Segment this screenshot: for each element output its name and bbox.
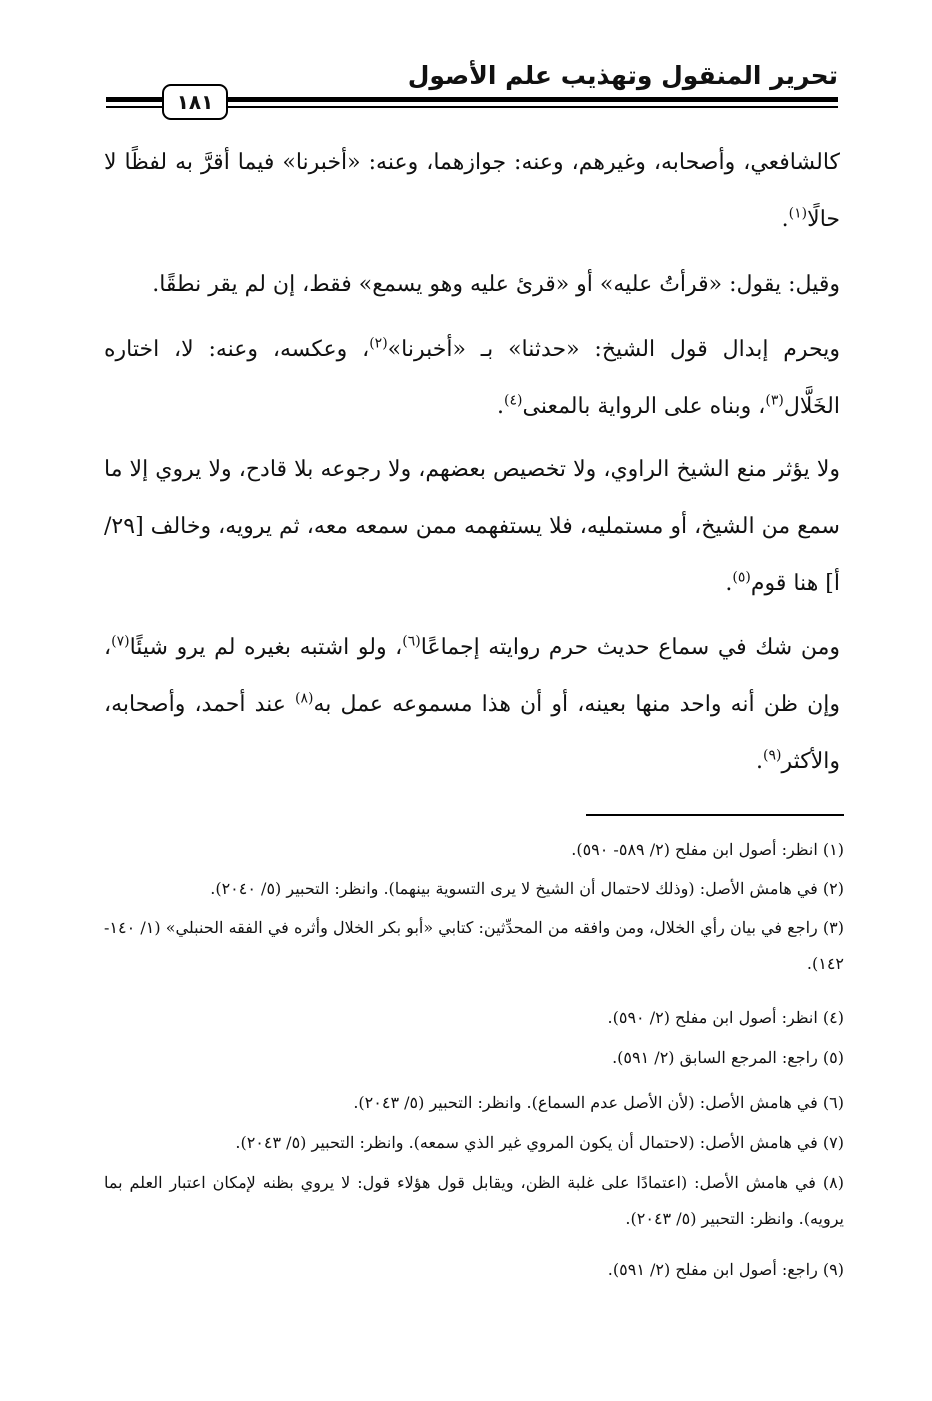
running-header-title: تحرير المنقول وتهذيب علم الأصول [407,61,838,90]
paragraph-text: ، وإن ظن أنه واحد منها بعينه، أو أن هذا مسموعه عمل به [104,635,840,717]
paragraph-1 [104,134,840,248]
page-number: ١٨١ [162,84,228,120]
paragraph-text: عند أحمد، وأصحابه، والأكثر [104,692,840,774]
footnote-5: (٥) راجع: المرجع السابق (٢/ ٥٩١). [612,1048,844,1067]
paragraph-tail: . [725,571,733,596]
paragraph-2 [104,256,840,313]
paragraph-text: ومن شك في سماع حديث حرم روايته إجماعًا [420,635,840,660]
footnote-4: (٤) انظر: أصول ابن مفلح (٢/ ٥٩٠). [607,1008,844,1027]
footnote-3: (٣) راجع في بيان رأي الخلال، ومن وافقه من المحدِّثين: كتابي «أبو بكر الخلال وأثره في الفقه الحنبلي» (١/ ١٤٠- ١٤٢). [104,918,844,973]
paragraph-text: وقيل: يقول: «قرأتُ عليه» أو «قرئ عليه وهو يسمع» فقط، إن لم يقر نطقًا. [152,272,840,297]
paragraph-3 [104,321,840,435]
footnote-8: (٨) في هامش الأصل: (اعتمادًا على غلبة الظن، ويقابل قول هؤلاء قول: لا يروي بظنه لإمكان اعتبار العلم بما يرويه). وانظر: التحبير (٥/ ٢٠٤٣). [104,1173,844,1228]
footnote-ref: (٨) [295,690,314,707]
paragraph-tail: . [497,394,505,419]
footnote-9: (٩) راجع: أصول ابن مفلح (٢/ ٥٩١). [607,1260,844,1279]
paragraph-tail: . [781,207,789,232]
footnote-ref: (٩) [762,747,782,764]
paragraph-text: ، وبناه على الرواية بالمعنى [522,394,766,419]
footnote-ref: (٥) [732,569,751,586]
paragraph-5 [104,619,840,790]
footnote-separator [586,814,844,816]
paragraph-text: ، وعكسه، وعنه: لا، اختاره الخَلَّال [104,337,840,419]
paragraph-tail: . [755,749,763,774]
footnote-6: (٦) في هامش الأصل: (لأن الأصل عدم السماع). وانظر: التحبير (٥/ ٢٠٤٣). [353,1093,844,1112]
footnote-ref: (٢) [369,335,388,352]
footnote-ref: (١) [788,205,808,222]
footnote-ref: (٦) [402,633,421,650]
footnote-ref: (٣) [765,392,784,409]
footnote-ref: (٤) [504,392,523,409]
paragraph-4 [104,441,840,612]
footnote-2: (٢) في هامش الأصل: (وذلك لاحتمال أن الشيخ لا يرى التسوية بينهما). وانظر: التحبير (٥/ ٢٠٤٠). [210,879,844,898]
paragraph-text: ، ولو اشتبه بغيره لم يرو شيئًا [129,635,403,660]
paragraph-text: ولا يؤثر منع الشيخ الراوي، ولا تخصيص بعضهم، ولا رجوعه بلا قادح، ولا يروي إلا ما سمع من الشيخ، أو مستمليه، فلا يستفهمه ممن سمعه معه، ثم يرويه، وخالف [٢٩/ أ] هنا قوم [104,457,840,596]
footnote-ref: (٧) [111,633,130,650]
paragraph-text: كالشافعي، وأصحابه، وغيرهم، وعنه: جوازهما، وعنه: «أخبرنا» فيما أقرَّ به لفظًا لا حالًا [104,150,840,232]
footnote-7: (٧) في هامش الأصل: (لاحتمال أن يكون المروي غير الذي سمعه). وانظر: التحبير (٥/ ٢٠٤٣). [235,1133,844,1152]
footnote-1: (١) انظر: أصول ابن مفلح (٢/ ٥٨٩- ٥٩٠). [571,840,844,859]
paragraph-text: ويحرم إبدال قول الشيخ: «حدثنا» بـ «أخبرنا» [387,337,840,362]
